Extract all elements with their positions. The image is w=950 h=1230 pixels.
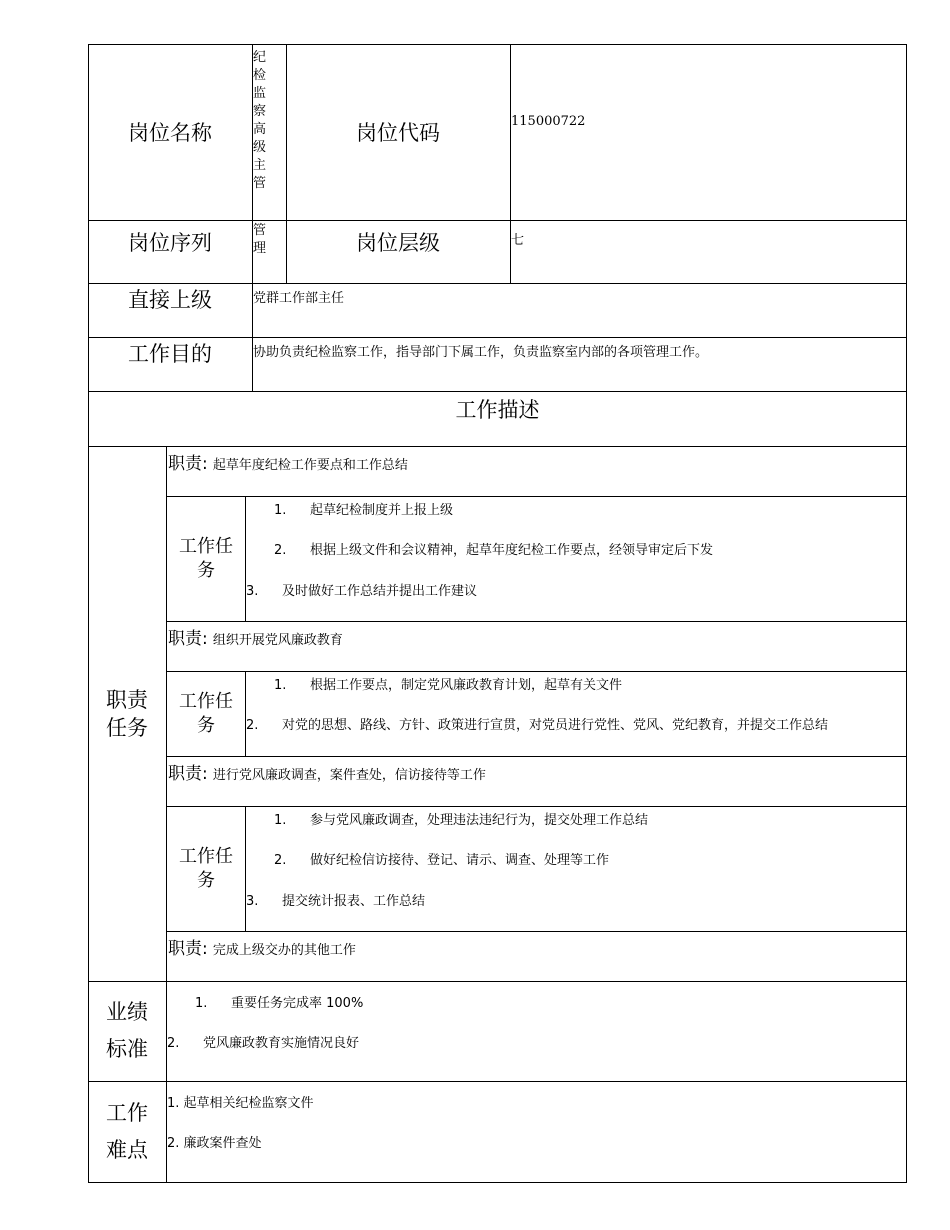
performance-label: [88, 981, 166, 1081]
task-item: [274, 539, 713, 558]
task-text: 及时做好工作总结并提出工作建议: [282, 584, 478, 599]
task-number: 2.: [274, 543, 287, 558]
task-label: 工作任务: [179, 845, 233, 891]
difficulty-label-line: 难点: [106, 1137, 148, 1162]
col-divider: [245, 496, 246, 621]
duty-title-row: [168, 449, 408, 475]
row-divider: [88, 1081, 907, 1082]
supervisor-label: 直接上级: [128, 288, 212, 312]
difficulty-item: 2. 廉政案件查处: [167, 1136, 262, 1151]
row-divider: [166, 756, 907, 757]
task-label-wrap: [167, 671, 245, 756]
row-divider: [88, 981, 907, 982]
row-divider: [166, 621, 907, 622]
col-divider: [245, 806, 246, 931]
performance-label-line: 业绩: [106, 1000, 148, 1024]
position-name-value: 纪检监察高级主管: [253, 50, 267, 191]
duty-title-row: [168, 624, 343, 650]
task-text: 起草纪检制度并上报上级: [310, 503, 454, 518]
task-number: 1.: [274, 503, 287, 518]
task-label: 工作任务: [179, 535, 233, 581]
item-number: 1.: [195, 996, 208, 1011]
work-description-title: 工作描述: [455, 398, 540, 422]
task-text: 对党的思想、路线、方针、政策进行宣贯，对党员进行党性、党风、党纪教育，并提交工作总结: [282, 718, 829, 733]
task-item: [274, 499, 453, 518]
task-number: 1.: [274, 678, 287, 693]
task-number: 3.: [246, 894, 259, 909]
purpose-label: 工作目的: [128, 342, 212, 366]
job-description-sheet: [88, 44, 907, 1183]
duties-section-label: 职责任务: [106, 688, 148, 740]
position-level-value: 七: [511, 233, 525, 248]
task-number: 1.: [274, 813, 287, 828]
position-level-label: 岗位层级: [356, 231, 440, 255]
row-divider: [166, 806, 907, 807]
task-number: 2.: [274, 853, 287, 868]
performance-label-line: 标准: [106, 1037, 148, 1061]
duty-title: 起草年度纪检工作要点和工作总结: [212, 458, 408, 473]
purpose-value: 协助负责纪检监察工作，指导部门下属工作，负责监察室内部的各项管理工作。: [253, 345, 709, 360]
task-text: 参与党风廉政调查，处理违法违纪行为，提交处理工作总结: [310, 813, 649, 828]
task-text: 根据工作要点，制定党风廉政教育计划，起草有关文件: [310, 678, 623, 693]
performance-item: [195, 992, 363, 1011]
item-number: 2.: [167, 1036, 180, 1051]
position-series-value: 管理: [253, 223, 267, 256]
task-text: 根据上级文件和会议精神，起草年度纪检工作要点，经领导审定后下发: [310, 543, 714, 558]
duty-title-row: [168, 759, 486, 785]
task-label: 工作任务: [179, 690, 233, 736]
task-item: [274, 849, 609, 868]
position-name-label: 岗位名称: [128, 121, 212, 145]
item-text: 重要任务完成率 100%: [231, 996, 364, 1011]
duty-title-row: [168, 934, 356, 960]
task-item: [274, 674, 622, 693]
duty-prefix: 职责:: [168, 454, 208, 474]
row-divider: [166, 671, 907, 672]
difficulty-label-line: 工作: [106, 1100, 148, 1125]
position-code-value: 115000722: [511, 114, 586, 129]
row-divider: [88, 446, 907, 447]
task-item: [246, 890, 425, 909]
duty-title: 组织开展党风廉政教育: [212, 633, 343, 648]
duty-prefix: 职责:: [168, 629, 208, 649]
border-bottom: [88, 1182, 907, 1183]
position-series-label: 岗位序列: [128, 231, 212, 255]
item-text: 党风廉政教育实施情况良好: [203, 1036, 360, 1051]
row-divider: [166, 931, 907, 932]
row-divider: [166, 496, 907, 497]
task-number: 2.: [246, 718, 259, 733]
task-number: 3.: [246, 584, 259, 599]
border-right: [906, 44, 907, 1183]
duty-prefix: 职责:: [168, 939, 208, 959]
task-text: 做好纪检信访接待、登记、请示、调查、处理等工作: [310, 853, 610, 868]
performance-item: [167, 1032, 359, 1051]
duty-prefix: 职责:: [168, 764, 208, 784]
task-text: 提交统计报表、工作总结: [282, 894, 426, 909]
duty-title: 进行党风廉政调查，案件查处，信访接待等工作: [212, 768, 486, 783]
difficulty-item: 1. 起草相关纪检监察文件: [167, 1096, 314, 1111]
difficulty-label: [88, 1081, 166, 1182]
task-label-wrap: [167, 806, 245, 931]
supervisor-value: 党群工作部主任: [253, 291, 345, 306]
position-code-label: 岗位代码: [356, 121, 440, 145]
task-item: [274, 809, 648, 828]
duties-section-label-wrap: [88, 446, 166, 982]
task-item: [246, 714, 828, 733]
task-label-wrap: [167, 496, 245, 621]
task-item: [246, 580, 477, 599]
duty-title: 完成上级交办的其他工作: [212, 943, 356, 958]
